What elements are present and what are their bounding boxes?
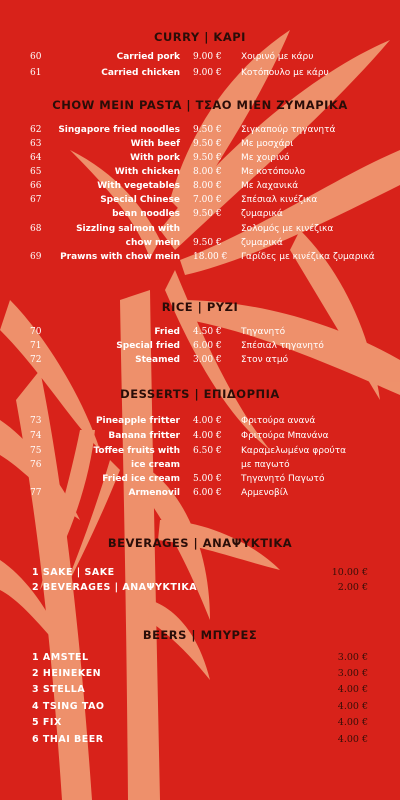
item-price: 4.00 € [337,734,368,745]
menu-item [0,151,400,165]
item-price: 10.00 € [331,567,368,578]
item-number: 62 [30,125,42,135]
menu-item [0,123,400,137]
menu-item [0,429,400,443]
beer-item [0,700,400,714]
beverage-item [0,566,400,580]
menu-item [0,137,400,151]
item-number: 61 [30,68,42,78]
item-name: With chicken [114,167,180,177]
item-name: Armenovil [128,488,180,498]
item-name: With pork [130,153,180,163]
beer-item [0,716,400,730]
item-greek-name: Σπέσιαλ κινέζικα [241,195,318,205]
menu-item [0,222,400,236]
menu-item [0,250,400,264]
section-title-rice: RICE | ΡΥΖΙ [161,300,239,314]
item-price: 5.00 € [193,474,222,484]
menu-item [0,486,400,500]
item-number: 76 [30,460,42,470]
menu-item [0,444,400,458]
item-name: Carried pork [116,52,180,62]
item-greek-name: Γαρίδες με κινέζικα ζυμαρικά [241,252,375,262]
item-price: 3.00 € [337,668,368,679]
section-title-curry: CURRY | ΚΑΡΙ [154,30,246,44]
item-number: 63 [30,139,42,149]
item-greek-name: Τηγανητό [241,327,286,337]
item-price: 9.50 € [193,238,222,248]
item-number: 75 [30,446,42,456]
item-price: 9.00 € [193,52,222,62]
item-price: 6.50 € [193,446,222,456]
item-greek-name: Στον ατμό [241,355,289,365]
item-greek-name: Με κοτόπουλο [241,167,306,177]
item-greek-name: Φριτούρα ανανά [241,416,316,426]
beer-item [0,667,400,681]
section-title-chow-mein: CHOW MEIN PASTA | ΤΣΑΟ ΜΙΕΝ ΖΥΜΑΡΙΚΑ [52,98,348,112]
item-greek-name: Καραμελωμένα φρούτα [241,446,347,456]
item-name: With beef [130,139,180,149]
item-name: Pineapple fritter [95,416,180,426]
item-name: 4 TSING TAO [32,701,105,712]
item-name: Prawns with chow mein [60,252,180,262]
item-name: Toffee fruits with [93,446,180,456]
item-greek-name: Με μοσχάρι [241,139,294,149]
menu-item [0,236,400,250]
menu-item [0,353,400,367]
item-price: 4.50 € [193,327,222,337]
item-number: 72 [30,355,42,365]
menu-item [0,50,400,64]
item-name: Carried chicken [101,68,180,78]
item-greek-name: με παγωτό [241,460,290,470]
item-name: Special fried [116,341,180,351]
item-greek-name: Με χοιρινό [241,153,290,163]
item-name: 5 FIX [32,717,62,728]
item-price: 6.00 € [193,488,222,498]
item-name: ice cream [131,460,180,470]
menu-item [0,179,400,193]
item-price: 9.50 € [193,153,222,163]
item-name: bean noodles [112,209,180,219]
item-name: 3 STELLA [32,684,86,695]
item-price: 18.00 € [193,252,228,262]
item-price: 6.00 € [193,341,222,351]
beverage-item [0,581,400,595]
item-greek-name: ζυμαρικά [241,238,283,248]
item-name: 2 BEVERAGES | ΑΝΑΨΥΚΤΙΚΑ [32,582,198,593]
item-name: Steamed [135,355,180,365]
item-greek-name: Κοτόπουλο με κάρυ [241,68,329,78]
item-price: 9.50 € [193,209,222,219]
section-title-beers: BEERS | ΜΠΥΡΕΣ [142,628,258,642]
item-number: 66 [30,181,42,191]
item-greek-name: Αρμενοβίλ [241,488,289,498]
item-name: Fried [154,327,180,337]
section-title-beverages: BEVERAGES | ΑΝΑΨΥΚΤΙΚΑ [107,536,293,550]
item-name: 1 AMSTEL [32,652,89,663]
item-name: With vegetables [97,181,180,191]
menu-item [0,66,400,80]
item-number: 74 [30,431,42,441]
item-greek-name: Φριτούρα Μπανάνα [241,431,329,441]
item-greek-name: Σπέσιαλ τηγανητό [241,341,324,351]
item-greek-name: Σολομός με κινέζικα [241,224,334,234]
item-number: 71 [30,341,42,351]
item-price: 4.00 € [337,717,368,728]
item-price: 9.50 € [193,139,222,149]
item-name: Sizzling salmon with [76,224,180,234]
item-price: 7.00 € [193,195,222,205]
item-number: 67 [30,195,42,205]
item-name: Singapore fried noodles [58,125,180,135]
menu-item [0,458,400,472]
menu-item [0,325,400,339]
item-number: 64 [30,153,42,163]
item-number: 69 [30,252,42,262]
item-number: 73 [30,416,42,426]
item-name: Banana fritter [108,431,180,441]
item-greek-name: Σιγκαπούρ τηγανητά [241,125,336,135]
item-name: 6 THAI BEER [32,734,104,745]
item-price: 3.00 € [337,652,368,663]
item-price: 3.00 € [193,355,222,365]
item-name: Fried ice cream [102,474,180,484]
item-name: 2 HEINEKEN [32,668,102,679]
item-price: 4.00 € [193,416,222,426]
item-greek-name: Χοιρινό με κάρυ [241,52,314,62]
item-number: 77 [30,488,42,498]
item-price: 2.00 € [337,582,368,593]
beer-item [0,683,400,697]
item-greek-name: Τηγανητό Παγωτό [241,474,325,484]
item-price: 4.00 € [337,684,368,695]
item-number: 70 [30,327,42,337]
item-name: chow mein [125,238,180,248]
item-price: 4.00 € [193,431,222,441]
item-greek-name: Με λαχανικά [241,181,299,191]
menu-item [0,207,400,221]
beer-item [0,733,400,747]
menu-item [0,165,400,179]
section-title-desserts: DESSERTS | ΕΠΙΔΟΡΠΙΑ [120,387,280,401]
item-greek-name: ζυμαρικά [241,209,283,219]
item-price: 9.50 € [193,125,222,135]
beer-item [0,651,400,665]
menu-item [0,472,400,486]
item-name: Special Chinese [100,195,180,205]
item-price: 8.00 € [193,167,222,177]
menu-item [0,414,400,428]
item-price: 8.00 € [193,181,222,191]
menu-item [0,193,400,207]
item-number: 65 [30,167,42,177]
item-price: 9.00 € [193,68,222,78]
item-number: 68 [30,224,42,234]
menu-item [0,339,400,353]
item-price: 4.00 € [337,701,368,712]
item-number: 60 [30,52,42,62]
item-name: 1 SAKE | SAKE [32,567,115,578]
